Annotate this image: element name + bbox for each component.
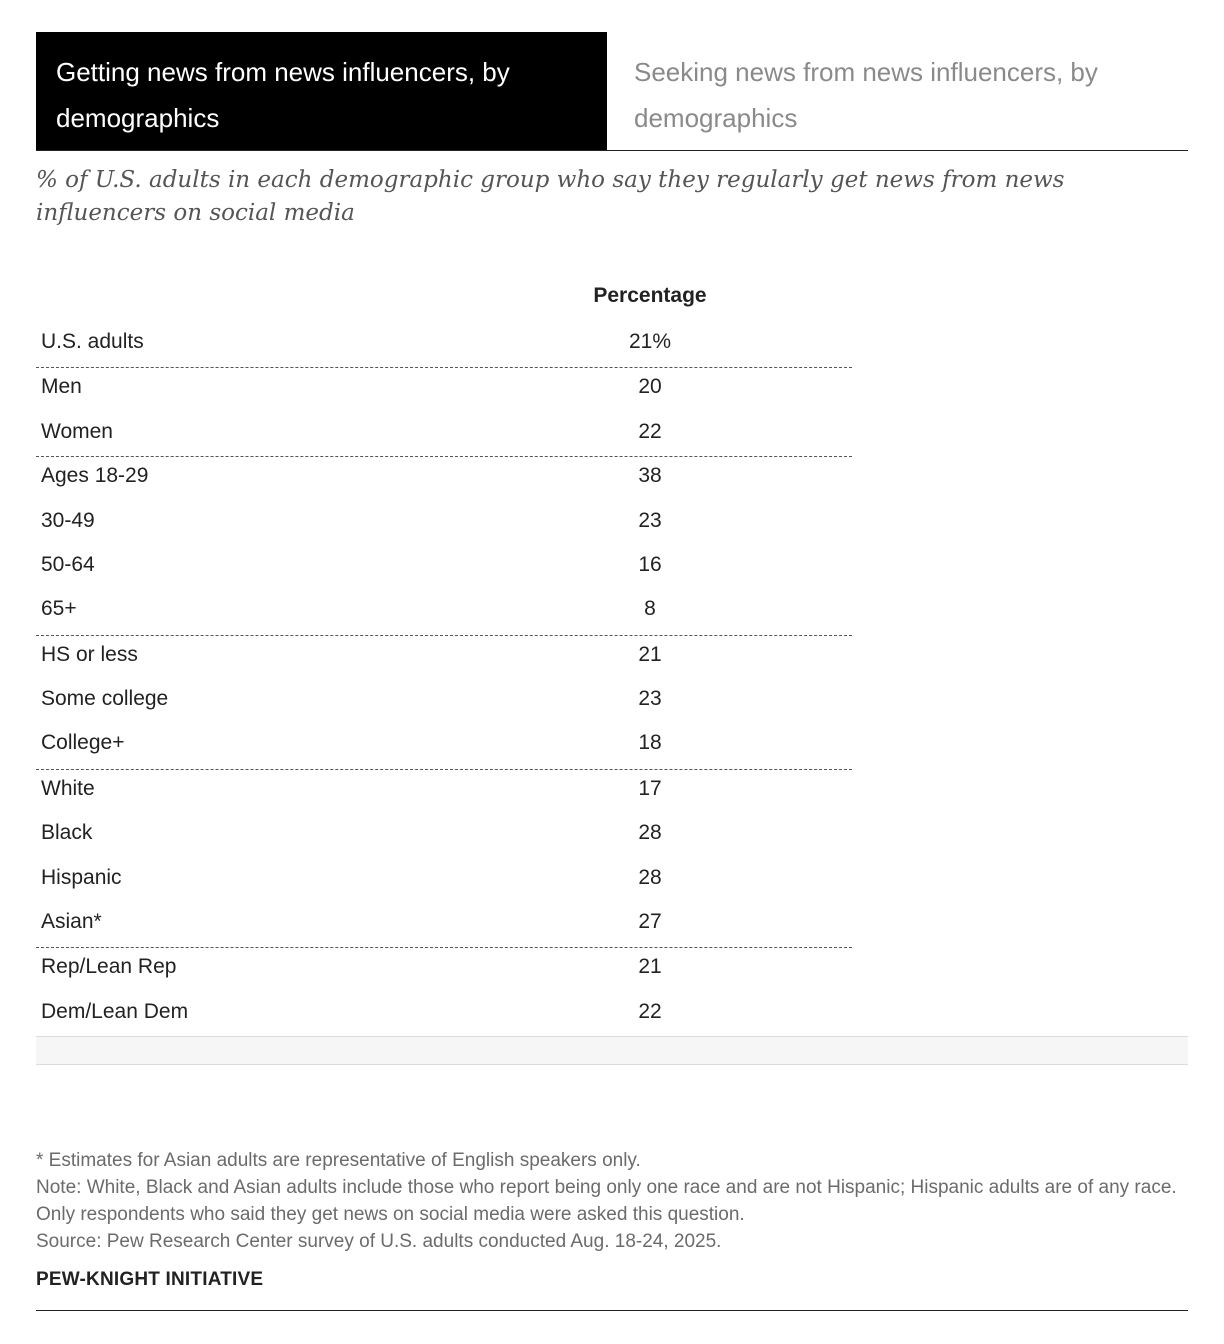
table-row <box>36 458 852 494</box>
row-value: 23 <box>638 509 662 532</box>
row-label: Hispanic <box>41 866 122 889</box>
group-separator <box>36 367 852 368</box>
column-header: Percentage <box>593 284 707 307</box>
table-row <box>36 725 852 761</box>
table-footer-band <box>36 1036 1188 1065</box>
row-value: 28 <box>638 821 662 844</box>
group-separator <box>36 456 852 457</box>
table-row <box>36 324 852 360</box>
chart-subtitle: % of U.S. adults in each demographic group who say they regularly get news from news influencers on social media <box>36 167 1065 226</box>
row-label: 65+ <box>41 597 77 620</box>
row-label: Rep/Lean Rep <box>41 955 177 978</box>
row-label: College+ <box>41 731 125 754</box>
row-label: Dem/Lean Dem <box>41 1000 189 1023</box>
table-row <box>36 591 852 627</box>
row-value: 22 <box>638 1000 662 1023</box>
row-label: Ages 18-29 <box>41 464 149 487</box>
table-row <box>36 949 852 985</box>
row-label: Women <box>41 420 113 443</box>
row-label: White <box>41 777 95 800</box>
row-value: 21 <box>638 955 662 978</box>
row-label: 30-49 <box>41 509 95 532</box>
table-row <box>36 637 852 673</box>
row-label: 50-64 <box>41 553 95 576</box>
row-label: Some college <box>41 687 169 710</box>
table-row <box>36 771 852 807</box>
row-value: 27 <box>638 910 662 933</box>
row-label: U.S. adults <box>41 330 144 353</box>
group-separator <box>36 947 852 948</box>
table-row <box>36 681 852 717</box>
row-value: 38 <box>638 464 662 487</box>
row-value: 22 <box>638 420 662 443</box>
tab-seeking-news[interactable]: Seeking news from news influencers, by demographics <box>614 32 1188 150</box>
note-text: Note: White, Black and Asian adults include those who report being only one race and are not Hispanic; Hispanic adults are of any race. Only respondents who said they get news on social media were asked this question. <box>36 1177 1177 1225</box>
asterisk-note: * Estimates for Asian adults are representative of English speakers only. <box>36 1150 641 1171</box>
table-row <box>36 369 852 405</box>
footnotes <box>36 1147 1188 1255</box>
row-label: HS or less <box>41 643 138 666</box>
bottom-rule <box>36 1310 1188 1311</box>
row-value: 23 <box>638 687 662 710</box>
organization-name: PEW-KNIGHT INITIATIVE <box>36 1269 264 1290</box>
table-row <box>36 547 852 583</box>
row-value: 18 <box>638 731 662 754</box>
row-value: 17 <box>638 777 662 800</box>
tab-getting-news[interactable]: Getting news from news influencers, by demographics <box>36 32 603 150</box>
row-value: 28 <box>638 866 662 889</box>
row-value: 21 <box>638 643 662 666</box>
group-separator <box>36 769 852 770</box>
table-row <box>36 994 852 1030</box>
row-label: Asian* <box>41 910 102 933</box>
table-row <box>36 414 852 450</box>
tab-divider <box>603 32 607 150</box>
source-text: Source: Pew Research Center survey of U.S. adults conducted Aug. 18-24, 2025. <box>36 1231 722 1252</box>
row-value: 21% <box>628 330 672 353</box>
tab-bar <box>36 32 1188 151</box>
table-row <box>36 904 852 940</box>
row-value: 8 <box>644 597 656 620</box>
row-label: Men <box>41 375 82 398</box>
row-value: 16 <box>638 553 662 576</box>
row-value: 20 <box>638 375 662 398</box>
group-separator <box>36 635 852 636</box>
table-row <box>36 860 852 896</box>
table-row <box>36 503 852 539</box>
row-label: Black <box>41 821 93 844</box>
table-row <box>36 815 852 851</box>
